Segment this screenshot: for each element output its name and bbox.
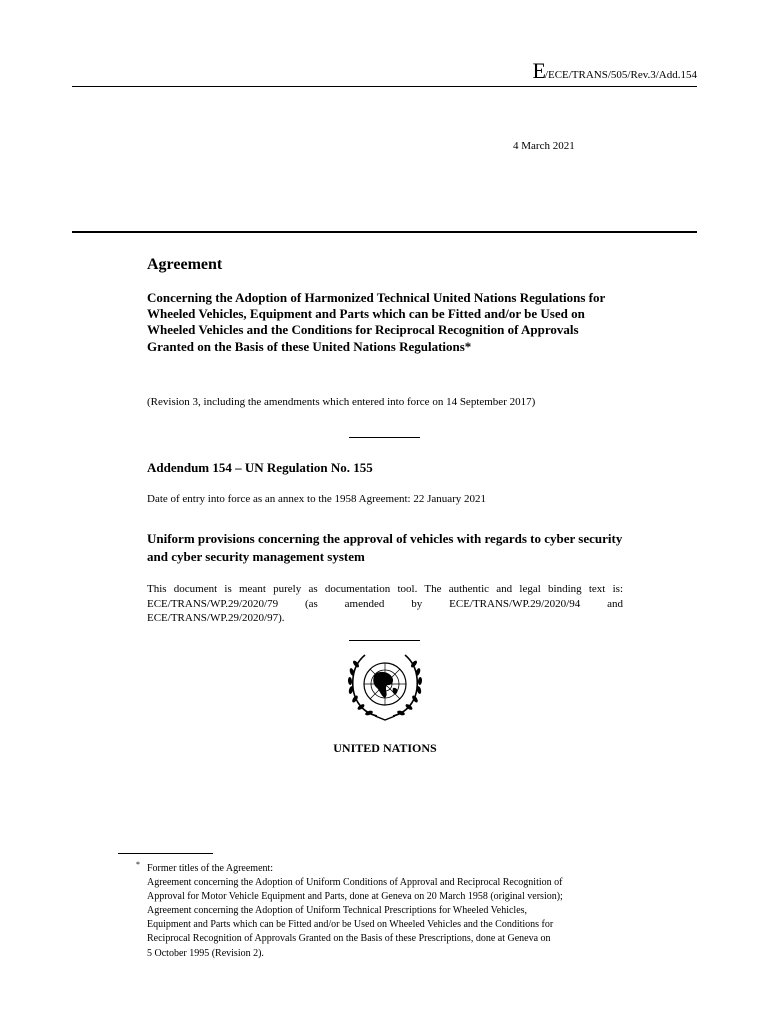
header-rule — [72, 86, 697, 87]
document-symbol — [0, 58, 697, 84]
section-divider — [349, 437, 420, 438]
organization-name: UNITED NATIONS — [333, 741, 437, 755]
footnote-rule — [118, 853, 213, 854]
revision-note: (Revision 3, including the amendments which entered into force on 14 September 2017) — [147, 396, 536, 408]
addendum-heading: Addendum 154 – UN Regulation No. 155 — [147, 460, 373, 475]
footnote — [147, 862, 627, 961]
document-symbol-code: /ECE/TRANS/505/Rev.3/Add.154 — [544, 69, 697, 81]
footnote-line: 5 October 1995 (Revision 2). — [147, 947, 264, 959]
agreement-title: Concerning the Adoption of Harmonized Technical United Nations Regulations for Wheeled Vehicles, Equipment and Parts which can be Fitted and/or be Used on Wheeled Vehicles and the Conditions for Reciprocal Recognition of Approvals Granted on the Basis of these United Nations Regulations* — [147, 290, 606, 354]
section-divider — [349, 640, 420, 641]
entry-into-force: Date of entry into force as an annex to the 1958 Agreement: 22 January 2021 — [147, 493, 487, 505]
footnote-line: Former titles of the Agreement: — [147, 863, 274, 874]
footnote-line: Agreement concerning the Adoption of Uniform Conditions of Approval and Reciprocal Recognition of — [147, 877, 563, 889]
document-symbol-prefix: E — [532, 58, 545, 83]
document-date: 4 March 2021 — [513, 140, 575, 152]
footnote-line: Agreement concerning the Adoption of Uniform Technical Prescriptions for Wheeled Vehicles, — [147, 905, 528, 917]
un-emblem-icon — [337, 650, 433, 724]
footnote-line: Reciprocal Recognition of Approvals Granted on the Basis of these Prescriptions, done at Geneva on — [147, 933, 551, 945]
documentation-note: This document is meant purely as documentation tool. The authentic and legal binding text is: ECE/TRANS/WP.29/2020/79 (as amended by ECE/TRANS/WP.29/2020/94 and ECE/TRANS/WP.29/2020/97). — [147, 583, 623, 624]
agreement-heading: Agreement — [147, 256, 223, 273]
footnote-mark: * — [136, 860, 140, 869]
regulation-subject: Uniform provisions concerning the approval of vehicles with regards to cyber security and cyber security management system — [147, 531, 623, 564]
footnote-line: Approval for Motor Vehicle Equipment and Parts, done at Geneva on 20 March 1958 (original version); — [147, 891, 563, 903]
footnote-line: Equipment and Parts which can be Fitted and/or be Used on Wheeled Vehicles and the Conditions for — [147, 919, 554, 931]
title-rule — [72, 231, 697, 233]
